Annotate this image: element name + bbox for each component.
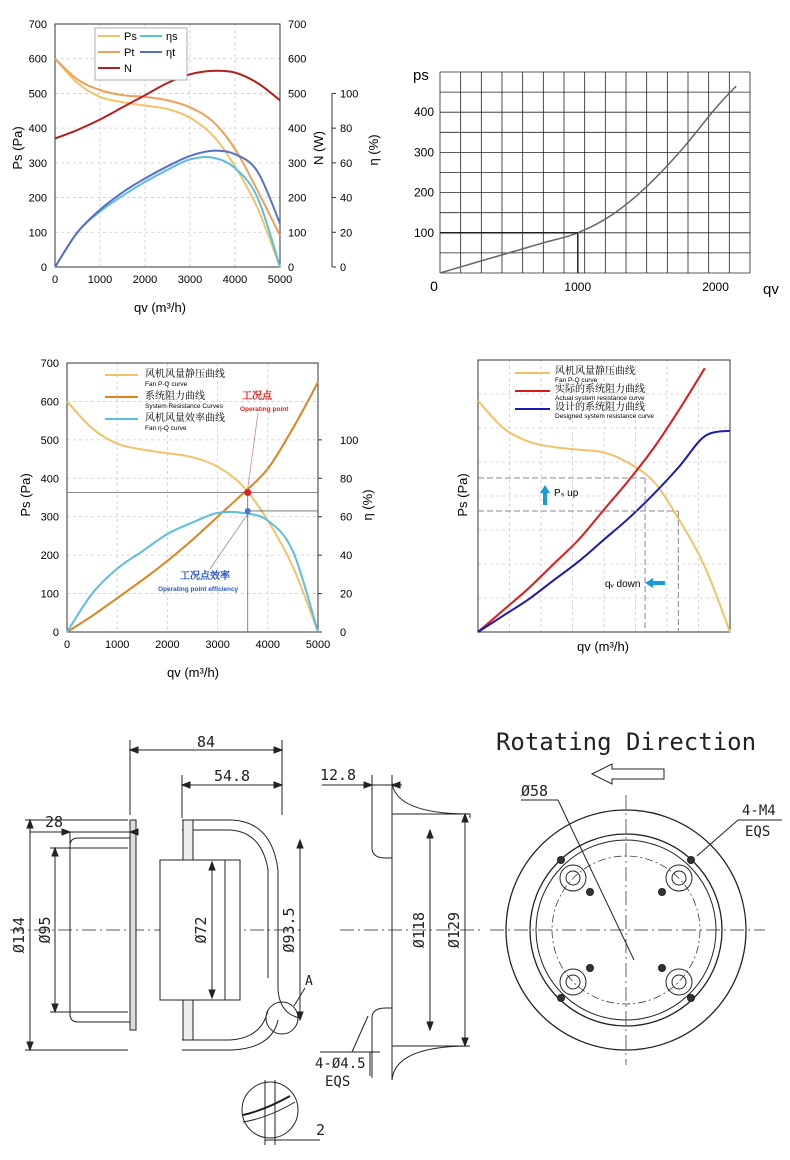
y-n-tick-label: 200 bbox=[288, 192, 307, 205]
legend-label: ηt bbox=[166, 47, 176, 59]
y-tick-label: 0 bbox=[52, 627, 59, 639]
x-axis-label: qv (m³/h) bbox=[134, 300, 186, 315]
x-tick-label: 0 bbox=[430, 278, 438, 294]
label-holes: 4-Ø4.5 bbox=[315, 1056, 366, 1072]
y-eta-tick-label: 100 bbox=[340, 88, 359, 101]
series-line-0 bbox=[55, 59, 280, 267]
resistance-chart-svg bbox=[395, 0, 790, 320]
dim-72-text: Ø72 bbox=[192, 916, 210, 944]
x-tick-label: 0 bbox=[63, 639, 71, 651]
y-eta-tick-label: 0 bbox=[340, 627, 347, 639]
y-tick-label: 200 bbox=[40, 550, 59, 563]
eff-leader bbox=[210, 514, 248, 569]
legend-label: 系统阻力曲线 bbox=[145, 391, 205, 402]
legend-sublabel: Fan P-Q curve bbox=[555, 377, 598, 384]
y-eta-tick-label: 20 bbox=[340, 227, 353, 240]
resistance-shift-chart-svg bbox=[395, 345, 790, 695]
legend-label: ηs bbox=[166, 31, 178, 43]
label-eqs-1: EQS bbox=[325, 1074, 351, 1090]
y-tick-label: 100 bbox=[40, 588, 59, 601]
x-tick-label: 1000 bbox=[87, 274, 113, 286]
legend-sublabel: Fan P-Q curve bbox=[145, 381, 188, 388]
inlet-ring-side-view bbox=[315, 766, 480, 1090]
y-eta-tick-label: 40 bbox=[340, 192, 353, 205]
dim-54-8-text: 54.8 bbox=[213, 767, 251, 785]
x-tick-label: 4000 bbox=[255, 639, 281, 651]
y-n-tick-label: 700 bbox=[288, 19, 307, 31]
y-tick-label: 400 bbox=[28, 123, 47, 136]
y-eta-tick-label: 80 bbox=[340, 123, 353, 136]
y-n-tick-label: 0 bbox=[288, 262, 295, 274]
eff-label-en: Operating point efficiency bbox=[158, 586, 239, 593]
x-axis-label: qv (m³/h) bbox=[577, 639, 629, 654]
dim-28-text: 28 bbox=[44, 813, 64, 831]
drawing-svg bbox=[0, 720, 790, 1155]
dim-129-text: Ø129 bbox=[445, 911, 463, 949]
y-tick-label: 200 bbox=[28, 192, 47, 205]
chart-system-resistance bbox=[395, 0, 790, 320]
y-tick-label: 100 bbox=[413, 225, 434, 240]
y-tick-label: 700 bbox=[40, 358, 59, 370]
resistance-curve bbox=[440, 86, 736, 273]
rotating-direction-title: Rotating Direction bbox=[495, 728, 757, 756]
dim-12-8-text: 12.8 bbox=[319, 766, 357, 784]
series-line-1 bbox=[55, 59, 280, 236]
y-tick-label: 400 bbox=[40, 473, 59, 486]
label-a: A bbox=[305, 974, 313, 989]
legend-label: N bbox=[124, 63, 132, 75]
x-tick-label: 0 bbox=[51, 274, 59, 286]
y-axis-label-ps: ps bbox=[413, 67, 429, 84]
performance-chart-svg bbox=[0, 0, 395, 320]
x-tick-label: 2000 bbox=[155, 639, 180, 651]
y-tick-label: 500 bbox=[40, 434, 59, 447]
chart-performance-curves bbox=[0, 0, 395, 320]
x-axis-label-qv: qv bbox=[763, 281, 779, 298]
y-eta-tick-label: 20 bbox=[340, 588, 353, 601]
x-tick-label: 5000 bbox=[267, 274, 293, 286]
dimension-54-8 bbox=[182, 767, 282, 818]
y-n-tick-label: 300 bbox=[288, 157, 307, 170]
dimension-84 bbox=[130, 733, 282, 815]
left-arrow-icon bbox=[645, 578, 665, 588]
dim-93-5-text: Ø93.5 bbox=[280, 907, 298, 953]
x-tick-label: 2000 bbox=[702, 280, 729, 294]
x-tick-label: 3000 bbox=[205, 639, 230, 651]
fan-front-view bbox=[490, 782, 782, 1065]
legend-label: 风机风量静压曲线 bbox=[555, 366, 635, 377]
detail-a bbox=[242, 1080, 325, 1145]
y-eta-tick-label: 80 bbox=[340, 473, 353, 486]
y-axis-label-n: N (W) bbox=[311, 131, 326, 165]
y-eta-tick-label: 100 bbox=[340, 434, 359, 447]
y-tick-label: 300 bbox=[28, 157, 47, 170]
rotation-arrow bbox=[592, 764, 664, 784]
y-tick-label: 700 bbox=[28, 19, 47, 31]
legend-label: 风机风量静压曲线 bbox=[145, 369, 225, 380]
y-tick-label: 0 bbox=[40, 262, 47, 274]
legend-label: 设计的系统阻力曲线 bbox=[555, 402, 645, 413]
dim-58-text: Ø58 bbox=[521, 782, 549, 800]
operating-point-marker bbox=[244, 489, 251, 496]
y-n-tick-label: 400 bbox=[288, 123, 307, 136]
qv-down-label: qᵥ down bbox=[605, 579, 641, 590]
x-tick-label: 1000 bbox=[104, 639, 130, 651]
y-tick-label: 400 bbox=[413, 105, 434, 120]
x-tick-label: 4000 bbox=[222, 274, 248, 286]
y-tick-label: 600 bbox=[28, 53, 47, 66]
dim-95-text: Ø95 bbox=[36, 916, 54, 944]
chart-resistance-shift bbox=[395, 345, 790, 695]
dim-134-text: Ø134 bbox=[10, 916, 28, 954]
legend-sublabel: Actual system resistance curve bbox=[555, 395, 645, 402]
dim-84-text: 84 bbox=[196, 733, 216, 751]
operating-point-chart-svg bbox=[0, 345, 395, 695]
dimension-93-5 bbox=[280, 840, 303, 1020]
x-tick-label: 2000 bbox=[132, 274, 158, 286]
x-tick-label: 3000 bbox=[177, 274, 203, 286]
y-eta-tick-label: 60 bbox=[340, 511, 353, 524]
eff-label-cn: 工况点效率 bbox=[180, 571, 230, 582]
ps-up-label: Pₛ up bbox=[554, 488, 579, 499]
dimension-28 bbox=[30, 813, 138, 845]
y-tick-label: 500 bbox=[28, 88, 47, 101]
y-axis-label-ps: Ps (Pa) bbox=[10, 126, 25, 170]
op-label-cn: 工况点 bbox=[242, 391, 272, 402]
y-axis-label: Ps (Pa) bbox=[455, 473, 470, 517]
op-label-en: Operating point bbox=[240, 406, 289, 413]
y-n-tick-label: 100 bbox=[288, 227, 307, 240]
op-leader bbox=[248, 413, 258, 489]
y-tick-label: 200 bbox=[413, 185, 434, 200]
y-n-tick-label: 600 bbox=[288, 53, 307, 66]
series-line-2 bbox=[55, 71, 280, 139]
legend-label: 实际的系统阻力曲线 bbox=[555, 384, 645, 395]
legend-sublabel: System Resistance Curves bbox=[145, 403, 224, 410]
label-m4: 4-M4 bbox=[742, 803, 776, 819]
y-eta-tick-label: 60 bbox=[340, 157, 353, 170]
y-tick-label: 300 bbox=[413, 145, 434, 160]
x-axis-label: qv (m³/h) bbox=[167, 665, 219, 680]
x-tick-label: 5000 bbox=[305, 639, 331, 651]
legend-label: 风机风量效率曲线 bbox=[145, 413, 225, 424]
efficiency-point-marker bbox=[245, 508, 251, 514]
up-arrow-icon bbox=[540, 485, 550, 505]
dimension-drawing bbox=[0, 720, 790, 1155]
legend-sublabel: Fan η-Q curve bbox=[145, 425, 187, 432]
legend-sublabel: Designed system resistance curve bbox=[555, 413, 654, 420]
y-tick-label: 100 bbox=[28, 227, 47, 240]
series-line-3 bbox=[55, 157, 280, 267]
y-eta-tick-label: 0 bbox=[340, 262, 347, 274]
y-eta-tick-label: 40 bbox=[340, 550, 353, 563]
y-n-tick-label: 500 bbox=[288, 88, 307, 101]
chart-operating-point bbox=[0, 345, 395, 695]
legend-label: Pt bbox=[124, 47, 135, 59]
legend-label: Ps bbox=[124, 31, 137, 43]
label-eqs-2: EQS bbox=[745, 824, 771, 840]
dimension-134 bbox=[10, 820, 128, 1050]
y-axis-label-eta: η (%) bbox=[360, 489, 375, 521]
y-axis-label-ps: Ps (Pa) bbox=[18, 473, 33, 517]
dim-2-text: 2 bbox=[316, 1121, 326, 1139]
y-axis-label-eta: η (%) bbox=[366, 134, 381, 166]
y-tick-label: 300 bbox=[40, 511, 59, 524]
x-tick-label: 1000 bbox=[564, 280, 592, 294]
y-tick-label: 600 bbox=[40, 396, 59, 409]
dim-118-text: Ø118 bbox=[410, 911, 428, 949]
